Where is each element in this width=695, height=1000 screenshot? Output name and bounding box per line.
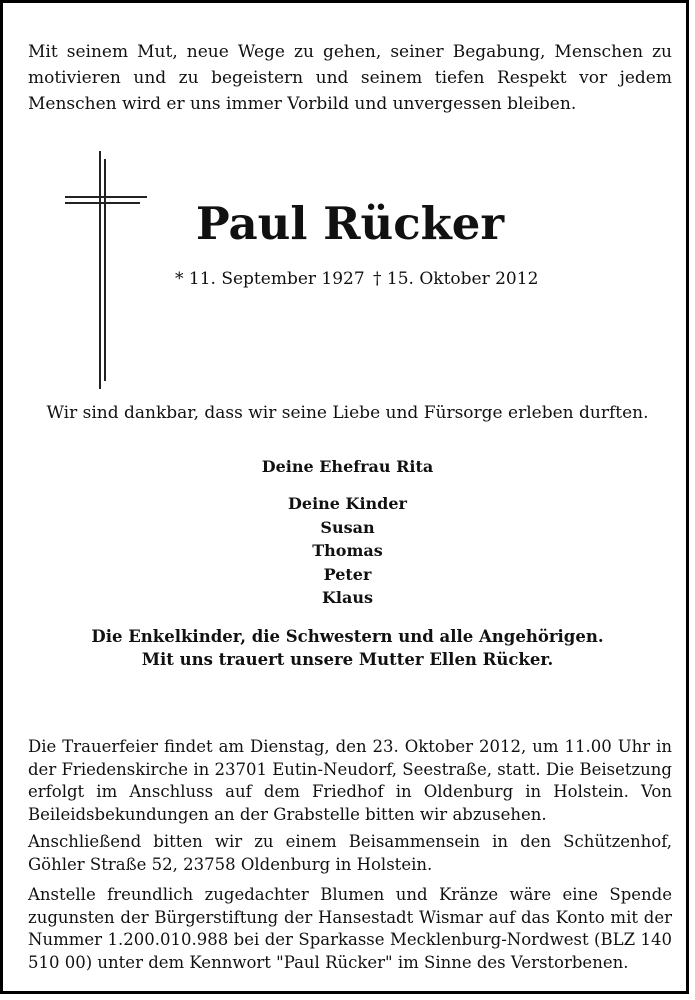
donation-info-paragraph: Anstelle freundlich zugedachter Blumen und Kränze wäre eine Spende zugunsten der Bürgerstiftung der Hansestadt Wismar auf das Konto mit der Nummer 1.200.010.988 bei der Sparkasse Mecklenburg-Nordwest (BLZ 140 510 00) unter dem Kennwort "Paul Rücker" im Sinne des Verstorbenen.: [28, 885, 672, 973]
child-name: Susan: [320, 517, 375, 537]
cross-icon: [65, 151, 147, 391]
child-name: Thomas: [312, 541, 383, 560]
thanks-line: Wir sind dankbar, dass wir seine Liebe und Fürsorge erleben durften.: [46, 403, 649, 423]
relatives-line: Die Enkelkinder, die Schwestern und alle Angehörigen.: [91, 627, 604, 646]
child-name: Peter: [323, 564, 372, 584]
intro-text: Mit seinem Mut, neue Wege zu gehen, seiner Begabung, Menschen zu motivieren und zu begeistern und seinem tiefen Respekt vor jedem Menschen wird er uns immer Vorbild und unvergessen bleiben.: [28, 42, 672, 114]
children-list: [83, 492, 612, 610]
funeral-info-paragraph: Die Trauerfeier findet am Dienstag, den 23. Oktober 2012, um 11.00 Uhr in der Friedenskirche in 23701 Eutin-Neudorf, Seestraße, statt. Die Beisetzung erfolgt im Anschluss auf dem Friedhof in Oldenburg in Holstein. Von Beileidsbekundungen an der Grabstelle bitten wir abzusehen.: [28, 737, 672, 825]
relatives-block: [83, 625, 612, 671]
spouse-line: Deine Ehefrau Rita: [261, 457, 434, 476]
deceased-name: Paul Rücker: [195, 197, 505, 250]
death-date: † 15. Oktober 2012: [373, 269, 539, 289]
child-name: Klaus: [322, 588, 373, 607]
birth-date: * 11. September 1927: [175, 269, 365, 289]
children-heading: Deine Kinder: [288, 494, 407, 513]
gathering-info-paragraph: Anschließend bitten wir zu einem Beisammensein in den Schützenhof, Göhler Straße 52, 23758 Oldenburg in Holstein.: [28, 832, 672, 874]
relatives-line: Mit uns trauert unsere Mutter Ellen Rücker.: [141, 650, 554, 669]
